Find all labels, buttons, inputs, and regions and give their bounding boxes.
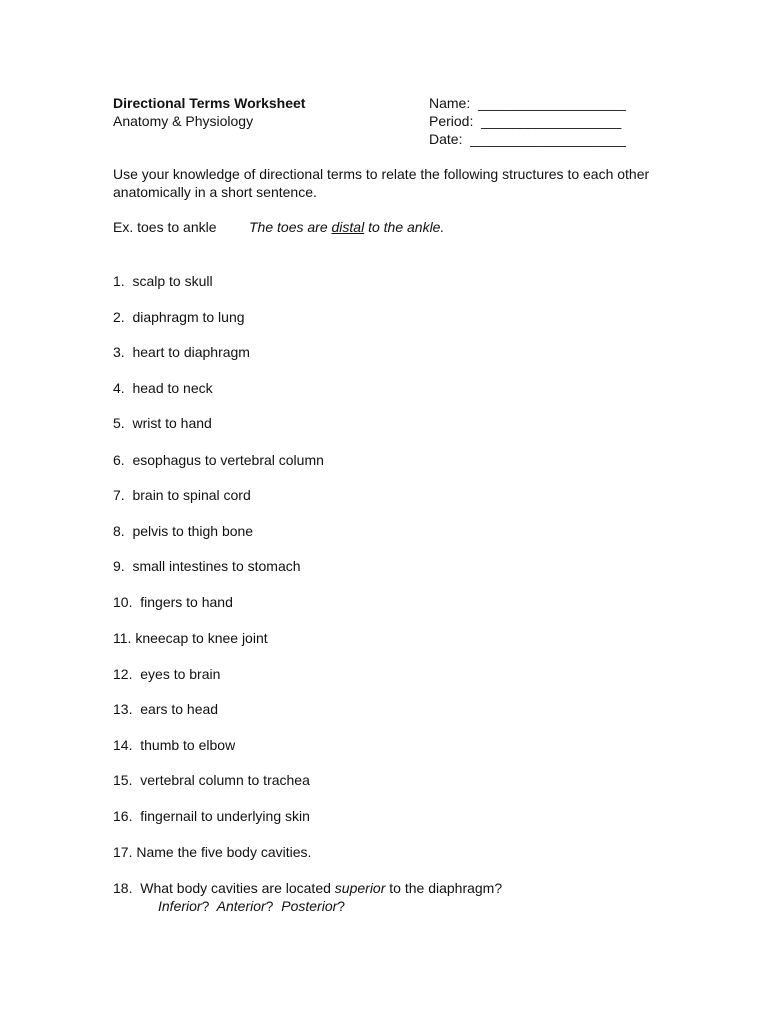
question-7: 7. brain to spinal cord <box>113 487 251 503</box>
question-17: 17. Name the five body cavities. <box>113 844 312 860</box>
question-10: 10. fingers to hand <box>113 594 233 610</box>
question-mark-2: ? <box>265 898 274 914</box>
question-4: 4. head to neck <box>113 380 213 396</box>
followup-inferior: Inferior <box>158 898 202 914</box>
example-prompt: Ex. toes to ankle <box>113 219 217 235</box>
period-label: Period: <box>429 113 474 129</box>
question-5: 5. wrist to hand <box>113 415 212 431</box>
date-label: Date: <box>429 131 463 147</box>
example-answer <box>249 218 444 236</box>
name-blank: ___________________ <box>478 95 626 111</box>
question-1: 1. scalp to skull <box>113 273 213 289</box>
example-answer-start: The toes are <box>249 219 332 235</box>
period-field <box>429 112 626 130</box>
instructions: Use your knowledge of directional terms to relate the following structures to each other anatomically in a short sentence. <box>113 166 650 200</box>
question-12: 12. eyes to brain <box>113 666 221 682</box>
question-18-suffix: to the diaphragm? <box>385 880 503 896</box>
followup-posterior: Posterior <box>281 898 338 914</box>
name-label: Name: <box>429 95 471 111</box>
question-18-prefix: 18. What body cavities are located <box>113 880 335 896</box>
example-answer-term: distal <box>331 219 365 235</box>
worksheet-title: Directional Terms Worksheet <box>113 95 306 111</box>
question-9: 9. small intestines to stomach <box>113 558 301 574</box>
example <box>113 218 445 236</box>
period-blank: __________________ <box>481 113 622 129</box>
question-8: 8. pelvis to thigh bone <box>113 523 254 539</box>
question-14: 14. thumb to elbow <box>113 737 236 753</box>
student-info-fields <box>429 94 626 148</box>
question-11: 11. kneecap to knee joint <box>113 630 268 646</box>
question-mark-1: ? <box>201 898 210 914</box>
worksheet-header-left <box>113 94 305 130</box>
question-6: 6. esophagus to vertebral column <box>113 452 324 468</box>
followup-anterior: Anterior <box>216 898 266 914</box>
question-15: 15. vertebral column to trachea <box>113 772 310 788</box>
question-3: 3. heart to diaphragm <box>113 344 250 360</box>
question-13: 13. ears to head <box>113 701 219 717</box>
date-blank: ____________________ <box>470 131 626 147</box>
date-field <box>429 130 626 148</box>
question-2: 2. diaphragm to lung <box>113 309 245 325</box>
question-16: 16. fingernail to underlying skin <box>113 808 310 824</box>
question-18-term: superior <box>334 880 386 896</box>
question-18 <box>113 879 502 897</box>
example-answer-end: to the ankle. <box>364 219 445 235</box>
question-18-followups <box>158 897 345 915</box>
question-mark-3: ? <box>337 898 346 914</box>
name-field <box>429 94 626 112</box>
course-name: Anatomy & Physiology <box>113 113 254 129</box>
